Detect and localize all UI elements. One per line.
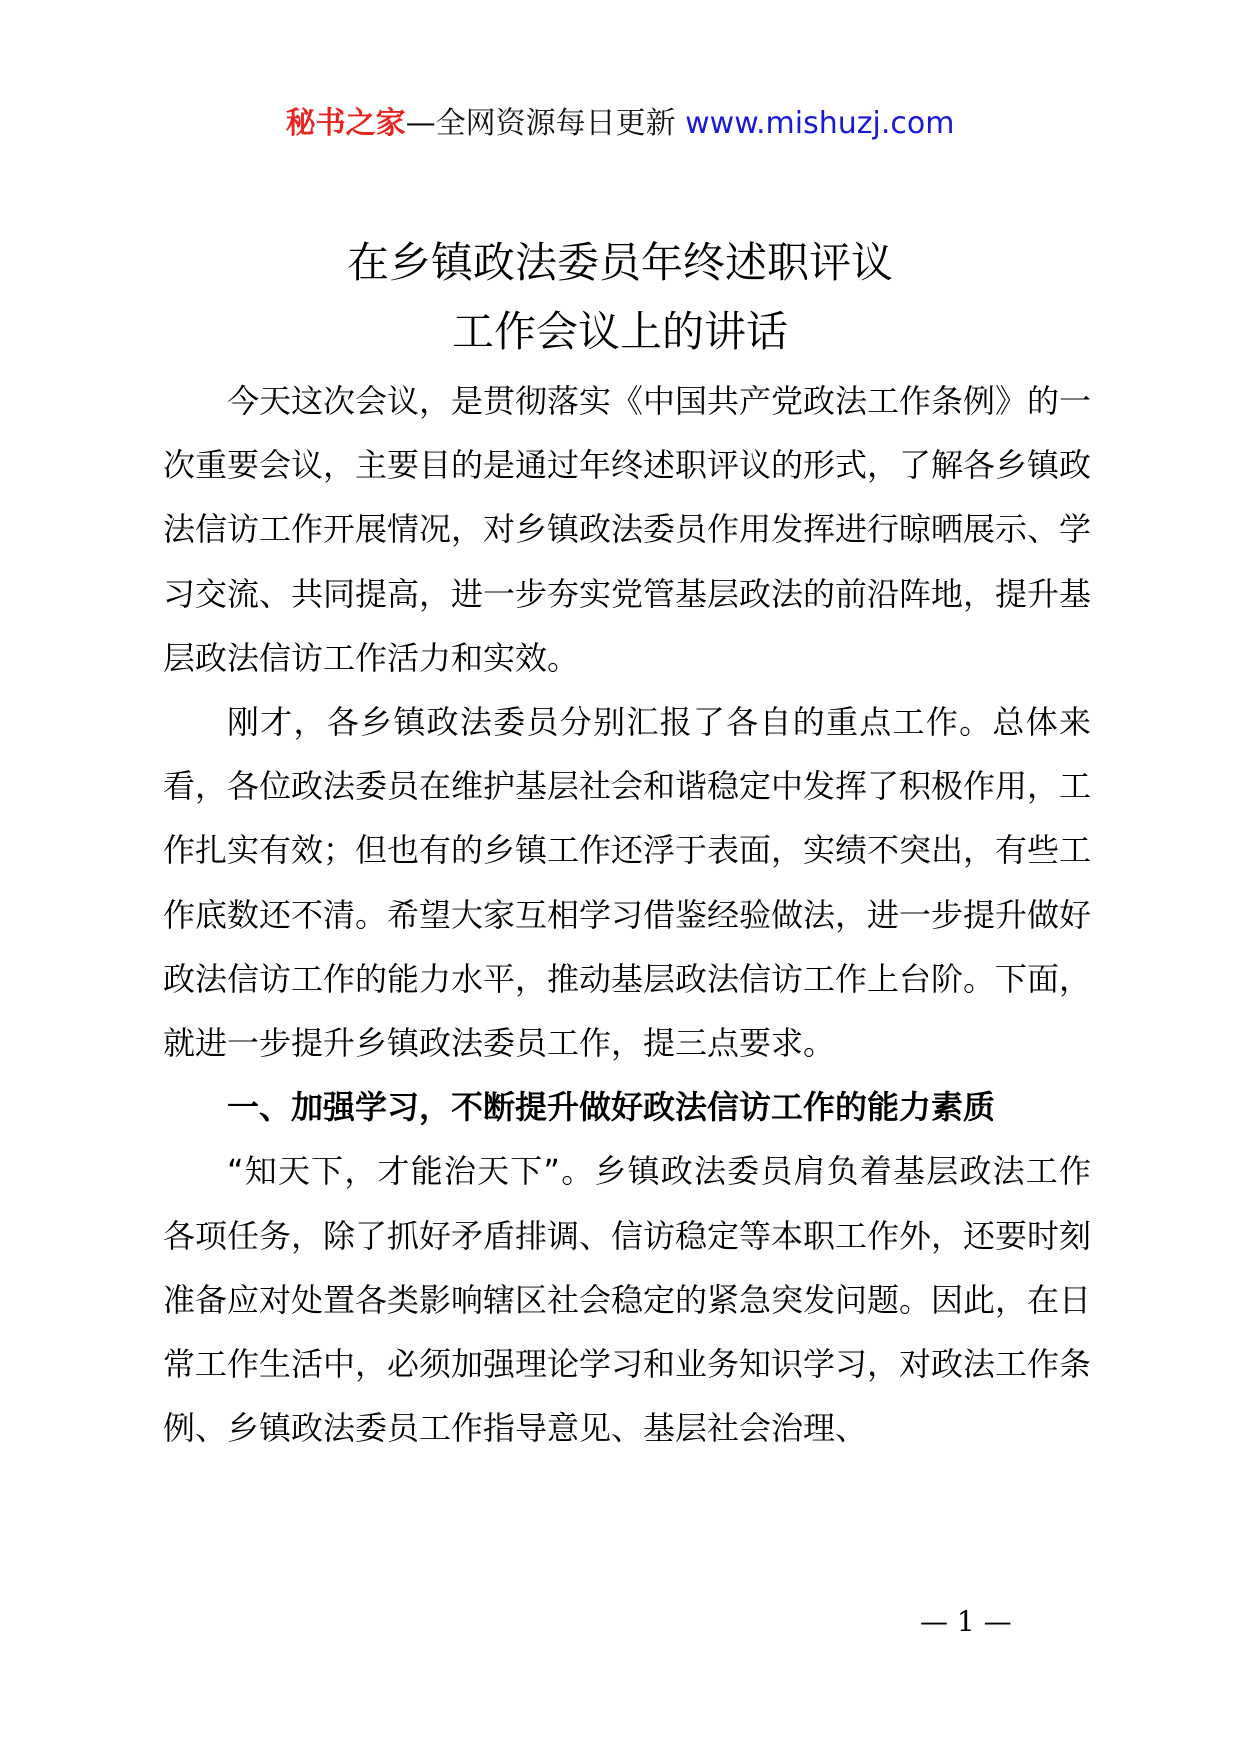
document-title-line-1: 在乡镇政法委员年终述职评议 [346,238,893,287]
paragraph-3: “知天下，才能治天下”。乡镇政法委员肩负着基层政法工作各项任务，除了抓好矛盾排调、信访稳定等本职工作外，还要时刻准备应对处置各类影响辖区社会稳定的紧急突发问题。因此，在日常工作生活中，必须加强理论学习和业务知识学习，对政法工作条例、乡镇政法委员工作指导意见、基层社会治理、 [163,1152,1092,1448]
document-title-line-2: 工作会议上的讲话 [451,307,788,356]
paragraph-1: 今天这次会议，是贯彻落实《中国共产党政法工作条例》的一次重要会议，主要目的是通过年终述职评议的形式，了解各乡镇政法信访工作开展情况，对乡镇政法委员作用发挥进行晾晒展示、学习交流、共同提高，进一步夯实党管基层政法的前沿阵地，提升基层政法信访工作活力和实效。 [163,382,1092,677]
site-url: www.mishuzj.com [685,106,955,141]
page-number: — 1 — [920,1605,1012,1638]
site-banner [0,102,1240,146]
paragraph-2: 刚才，各乡镇政法委员分别汇报了各自的重点工作。总体来看，各位政法委员在维护基层社会和谐稳定中发挥了积极作用，工作扎实有效；但也有的乡镇工作还浮于表面，实绩不突出，有些工作底数还不清。希望大家互相学习借鉴经验做法，进一步提升做好政法信访工作的能力水平，推动基层政法信访工作上台阶。下面，就进一步提升乡镇政法委员工作，提三点要求。 [163,703,1092,1063]
document-body [163,369,1091,1460]
section-heading-1: 一、加强学习，不断提升做好政法信访工作的能力素质 [227,1088,996,1127]
site-brand: 秘书之家 [285,106,406,141]
site-tagline: —全网资源每日更新 [405,106,676,141]
